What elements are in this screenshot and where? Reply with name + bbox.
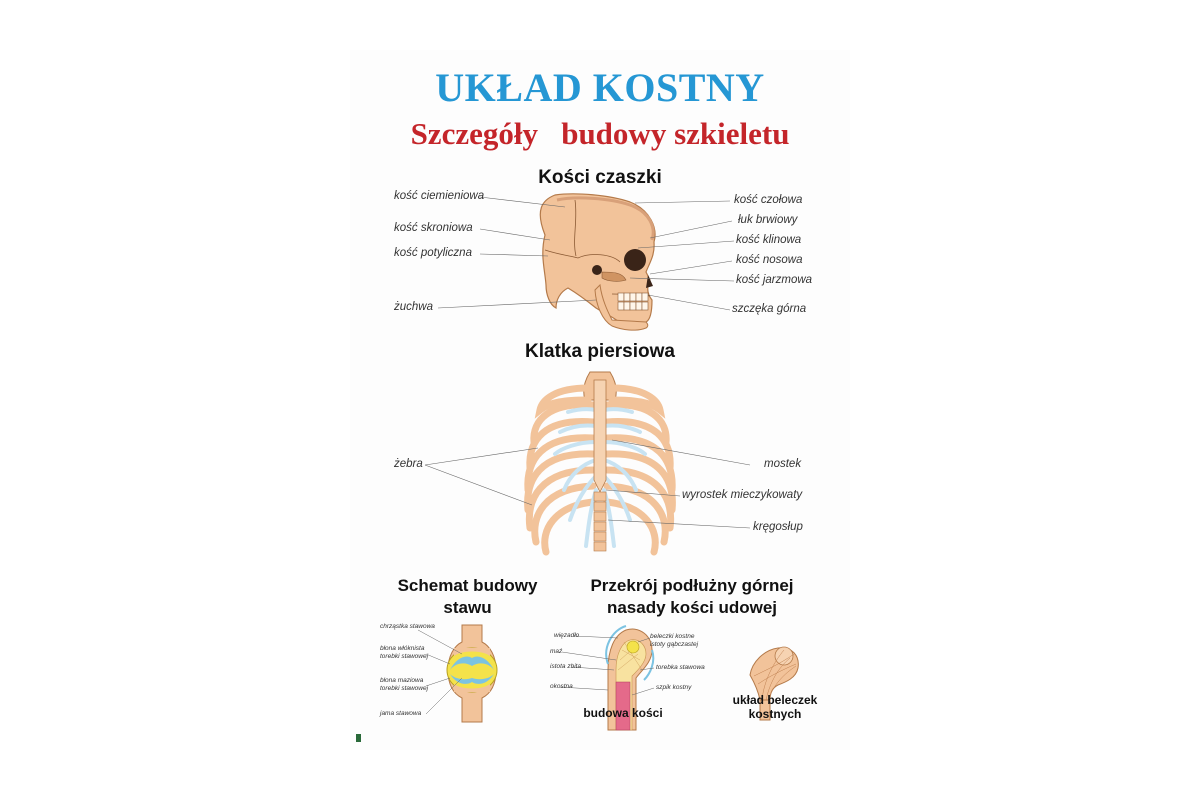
- label-fibrous-membrane: błona włóknista torebki stawowej: [380, 645, 429, 660]
- label-synovial-membrane: błona maziowa torebki stawowej: [380, 677, 429, 692]
- joint-illustration: [447, 625, 497, 722]
- label-xiphoid: wyrostek mieczykowaty: [682, 489, 803, 501]
- label-periosteum: okostna: [550, 683, 573, 690]
- caption-bone-structure: budowa kości: [583, 706, 663, 720]
- ribcage-illustration: [528, 372, 673, 552]
- label-brow-ridge: łuk brwiowy: [738, 214, 798, 226]
- label-spine: kręgosłup: [753, 521, 803, 533]
- label-maxilla: szczęka górna: [732, 303, 807, 315]
- femur-heading: Przekrój podłużny górnej nasady kości udowej: [590, 576, 794, 617]
- joint-heading: Schemat budowy stawu: [397, 576, 538, 617]
- label-sphenoid: kość klinowa: [736, 234, 802, 246]
- label-parietal: kość ciemieniowa: [394, 190, 485, 202]
- caption-trabeculae: układ beleczek kostnych: [732, 693, 818, 721]
- label-joint-cavity: jama stawowa: [380, 710, 422, 717]
- ribcage-heading: Klatka piersiowa: [525, 341, 675, 362]
- label-ligament: więzadło: [554, 632, 580, 639]
- label-zygomatic: kość jarzmowa: [736, 274, 813, 286]
- label-mandible: żuchwa: [394, 301, 433, 313]
- label-frontal: kość czołowa: [734, 194, 803, 206]
- skull-heading: Kości czaszki: [538, 167, 662, 188]
- publisher-logo: [356, 734, 361, 742]
- label-synovial-fluid: maź: [550, 648, 563, 655]
- label-articular-cartilage: chrząstka stawowa: [380, 623, 435, 630]
- poster: [350, 50, 850, 750]
- label-compact-bone: istota zbita: [550, 663, 582, 670]
- label-trabeculae-spongy: beleczki kostne istoty gąbczastej: [650, 633, 699, 648]
- skull-illustration: [540, 194, 655, 330]
- label-occipital: kość potyliczna: [394, 247, 472, 259]
- label-nasal: kość nosowa: [736, 254, 803, 266]
- label-joint-capsule: torebka stawowa: [656, 664, 705, 671]
- label-bone-marrow: szpik kostny: [656, 684, 692, 691]
- poster-subtitle: Szczegóły budowy szkieletu: [410, 116, 790, 151]
- poster-title: UKŁAD KOSTNY: [435, 65, 765, 110]
- label-ribs: żebra: [394, 458, 423, 470]
- label-sternum: mostek: [764, 458, 802, 470]
- label-temporal: kość skroniowa: [394, 222, 473, 234]
